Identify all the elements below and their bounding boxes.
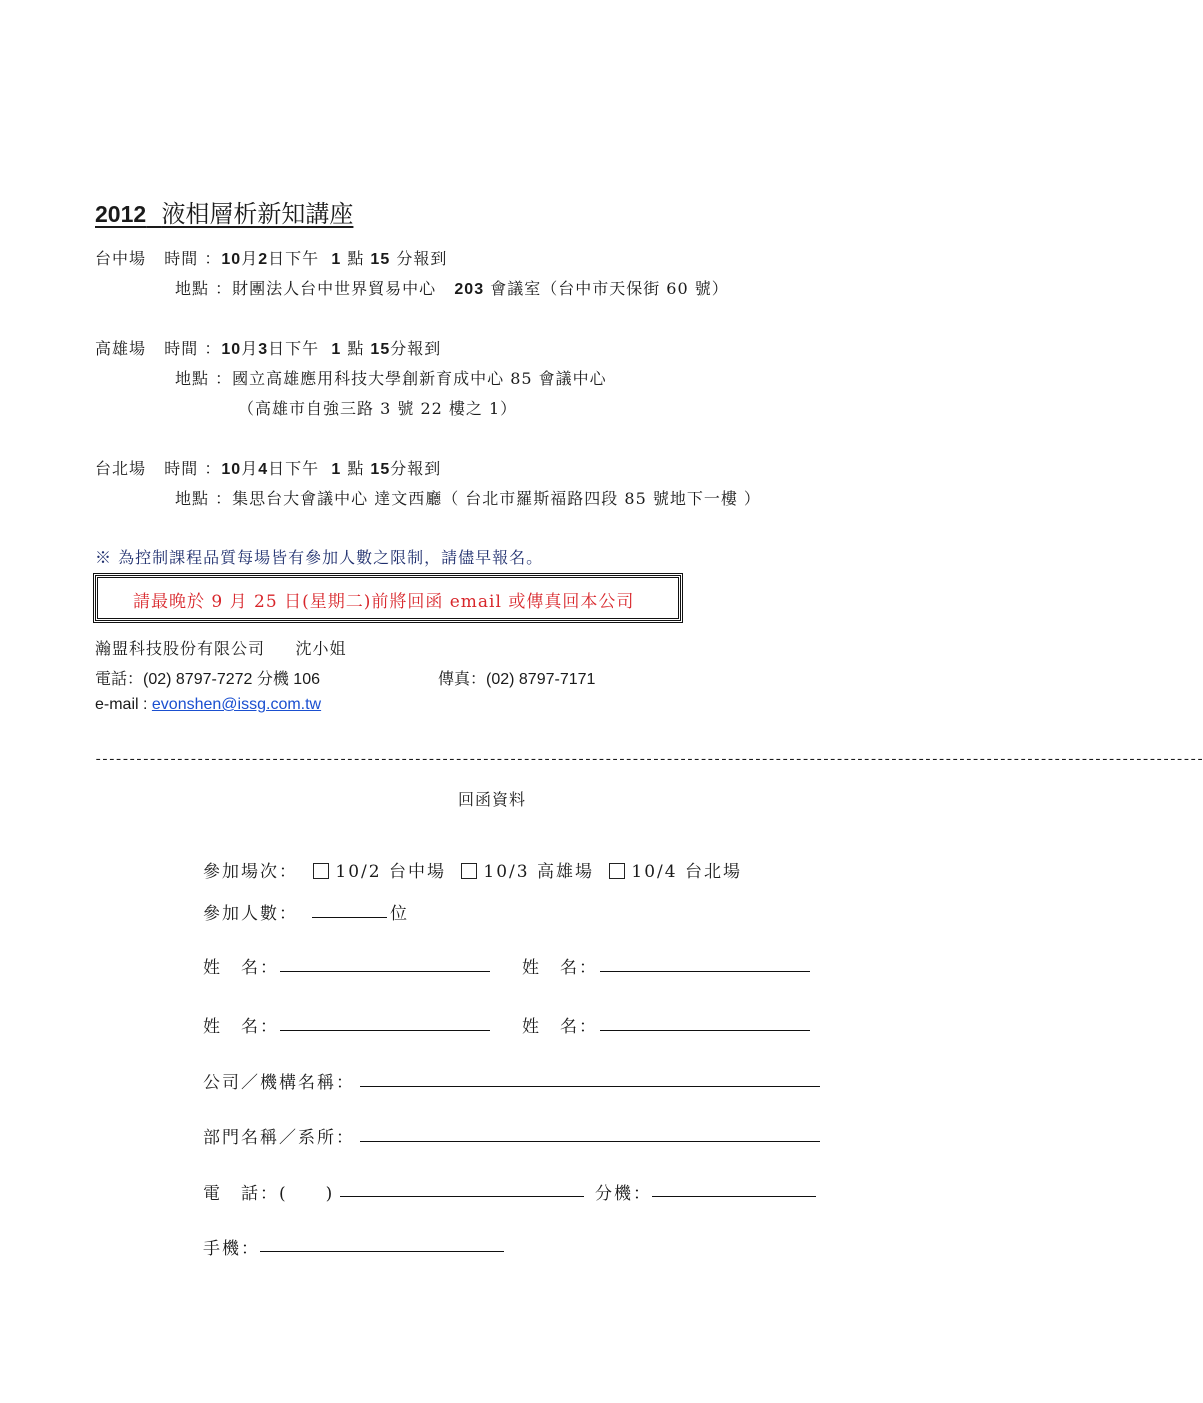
company-name: 瀚盟科技股份有限公司	[95, 639, 266, 658]
date-day: 3	[258, 341, 269, 358]
session-taichung-time	[95, 246, 447, 269]
phone-field[interactable]	[340, 1196, 584, 1197]
session-kaohsiung-address: （高雄市自強三路 3 號 22 樓之 1）	[238, 399, 518, 418]
email-link[interactable]: evonshen@issg.com.tw	[151, 696, 322, 713]
month-char: 月	[241, 459, 259, 478]
month-char: 月	[241, 339, 259, 358]
place-text: 國立高雄應用科技大學創新育成中心 85 會議中心	[232, 369, 607, 388]
page-title	[95, 194, 353, 229]
name-label: 姓 名：	[203, 958, 279, 978]
time-text: 分報到	[390, 459, 442, 478]
place-label: 地點	[175, 369, 210, 388]
hour: 1	[331, 461, 342, 478]
name-field-1[interactable]	[280, 971, 490, 972]
time-label: 時間	[164, 339, 199, 358]
date-day: 2	[258, 251, 269, 268]
contact-phone: 電話：(02) 8797-7272 分機 106	[95, 671, 321, 688]
registration-notice: ※ 為控制課程品質每場皆有參加人數之限制，請儘早報名。	[95, 548, 544, 567]
session-venue: 台中場	[95, 249, 147, 268]
session-kaohsiung-time	[95, 336, 441, 359]
room-number: 203	[454, 281, 485, 298]
place-text: 財團法人台中世界貿易中心	[232, 279, 437, 298]
mobile-field[interactable]	[260, 1251, 504, 1252]
form-heading: 回函資料	[458, 790, 527, 809]
name-field-2[interactable]	[600, 971, 810, 972]
checkbox-taipei[interactable]	[609, 863, 625, 879]
session-choice-label: 參加場次：	[203, 862, 298, 882]
name-label: 姓 名：	[522, 1017, 598, 1037]
time-text: 日下午	[268, 459, 320, 478]
hour: 1	[331, 341, 342, 358]
place-label: 地點	[175, 489, 210, 508]
attendee-count-unit: 位	[390, 904, 409, 924]
extension-field[interactable]	[652, 1196, 816, 1197]
colon: ：	[215, 489, 233, 508]
session-venue: 高雄場	[95, 339, 147, 358]
contact-company-line	[95, 636, 346, 659]
phone-field-label: 電 話：( )	[203, 1184, 335, 1204]
hour: 1	[331, 251, 342, 268]
colon: ：	[204, 459, 222, 478]
hour-unit: 點	[347, 249, 365, 268]
name-field-4[interactable]	[600, 1030, 810, 1031]
cut-line-divider: -------------------------------------------------------------------------------------------------------------------------------------------------------------------	[94, 752, 1203, 768]
checkbox-kaohsiung[interactable]	[461, 863, 477, 879]
date-day: 4	[258, 461, 269, 478]
minute: 15	[370, 251, 391, 268]
option-taipei-label: 10/4 台北場	[631, 862, 742, 882]
attendee-count-field[interactable]	[312, 917, 387, 918]
contact-fax: 傳真：(02) 8797-7171	[438, 671, 596, 688]
deadline-box	[95, 575, 681, 621]
time-text: 分報到	[396, 249, 448, 268]
extension-field-label: 分機：	[595, 1184, 652, 1204]
option-kaohsiung-label: 10/3 高雄場	[483, 862, 594, 882]
title-year: 2012	[95, 201, 147, 227]
name-label: 姓 名：	[203, 1017, 279, 1037]
session-taipei-time	[95, 456, 441, 479]
colon: ：	[204, 249, 222, 268]
place-text: 集思台大會議中心 達文西廳（ 台北市羅斯福路四段 85 號地下一樓 ）	[232, 489, 761, 508]
attendee-count-label: 參加人數：	[203, 904, 298, 924]
session-taipei-place	[175, 486, 761, 509]
place-text: 會議室（台中市天保街 60 號）	[490, 279, 729, 298]
minute: 15	[370, 461, 391, 478]
department-field[interactable]	[360, 1141, 820, 1142]
colon: ：	[215, 279, 233, 298]
hour-unit: 點	[347, 459, 365, 478]
contact-email-line	[95, 696, 321, 714]
name-field-3[interactable]	[280, 1030, 490, 1031]
name-label: 姓 名：	[522, 958, 598, 978]
colon: ：	[215, 369, 233, 388]
checkbox-taichung[interactable]	[313, 863, 329, 879]
session-taichung-place	[175, 276, 729, 299]
department-field-label: 部門名稱／系所：	[203, 1128, 355, 1148]
hour-unit: 點	[347, 339, 365, 358]
mobile-field-label: 手機：	[203, 1239, 260, 1259]
month-char: 月	[241, 249, 259, 268]
deadline-text: 請最晚於 9 月 25 日(星期二)前將回函 email 或傳真回本公司	[133, 592, 635, 612]
date-month: 10	[221, 341, 242, 358]
contact-person: 沈小姐	[295, 639, 347, 658]
time-text: 分報到	[390, 339, 442, 358]
time-text: 日下午	[268, 249, 320, 268]
company-field[interactable]	[360, 1086, 820, 1087]
date-month: 10	[221, 461, 242, 478]
minute: 15	[370, 341, 391, 358]
title-text: 液相層析新知講座	[161, 200, 354, 228]
time-text: 日下午	[268, 339, 320, 358]
company-field-label: 公司／機構名稱：	[203, 1073, 355, 1093]
colon: ：	[204, 339, 222, 358]
time-label: 時間	[164, 459, 199, 478]
session-venue: 台北場	[95, 459, 147, 478]
place-label: 地點	[175, 279, 210, 298]
time-label: 時間	[164, 249, 199, 268]
option-taichung-label: 10/2 台中場	[335, 862, 446, 882]
session-kaohsiung-place	[175, 366, 607, 389]
session-choice-row	[203, 857, 742, 882]
date-month: 10	[221, 251, 242, 268]
email-label: e-mail :	[95, 696, 152, 713]
